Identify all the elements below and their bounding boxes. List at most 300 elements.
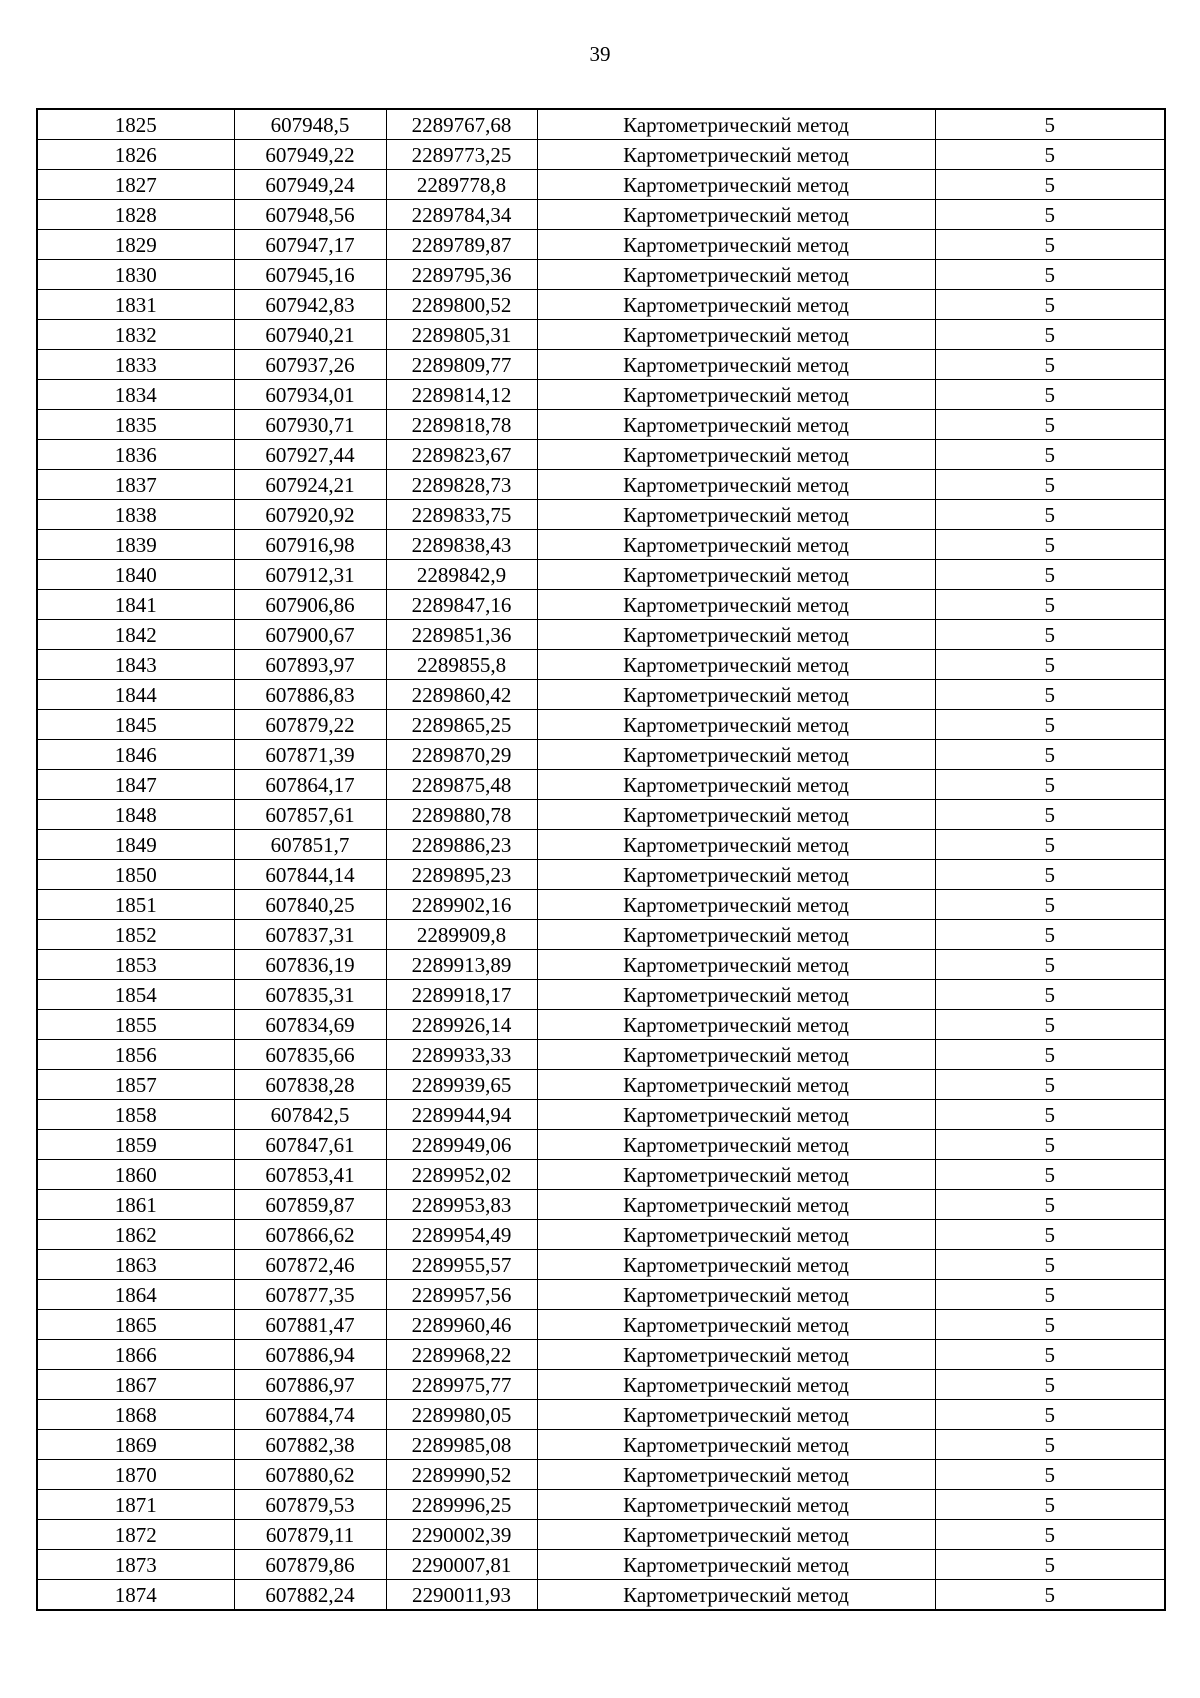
accuracy-cell: 5: [935, 1190, 1165, 1220]
y-coordinate-cell: 2289809,77: [386, 350, 537, 380]
x-coordinate-cell: 607879,53: [234, 1490, 386, 1520]
method-cell: Картометрический метод: [537, 890, 935, 920]
y-coordinate-cell: 2290011,93: [386, 1580, 537, 1611]
y-coordinate-cell: 2289833,75: [386, 500, 537, 530]
method-cell: Картометрический метод: [537, 920, 935, 950]
table-row: [37, 1190, 1165, 1220]
point-number-cell: 1841: [37, 590, 234, 620]
y-coordinate-cell: 2290002,39: [386, 1520, 537, 1550]
x-coordinate-cell: 607916,98: [234, 530, 386, 560]
point-number-cell: 1835: [37, 410, 234, 440]
method-cell: Картометрический метод: [537, 1310, 935, 1340]
accuracy-cell: 5: [935, 770, 1165, 800]
point-number-cell: 1840: [37, 560, 234, 590]
x-coordinate-cell: 607836,19: [234, 950, 386, 980]
x-coordinate-cell: 607835,31: [234, 980, 386, 1010]
x-coordinate-cell: 607940,21: [234, 320, 386, 350]
table-row: [37, 530, 1165, 560]
x-coordinate-cell: 607842,5: [234, 1100, 386, 1130]
accuracy-cell: 5: [935, 1430, 1165, 1460]
accuracy-cell: 5: [935, 710, 1165, 740]
y-coordinate-cell: 2289895,23: [386, 860, 537, 890]
point-number-cell: 1863: [37, 1250, 234, 1280]
point-number-cell: 1833: [37, 350, 234, 380]
point-number-cell: 1837: [37, 470, 234, 500]
point-number-cell: 1842: [37, 620, 234, 650]
x-coordinate-cell: 607834,69: [234, 1010, 386, 1040]
accuracy-cell: 5: [935, 800, 1165, 830]
x-coordinate-cell: 607948,5: [234, 109, 386, 140]
method-cell: Картометрический метод: [537, 830, 935, 860]
table-row: [37, 1430, 1165, 1460]
point-number-cell: 1861: [37, 1190, 234, 1220]
y-coordinate-cell: 2289875,48: [386, 770, 537, 800]
x-coordinate-cell: 607934,01: [234, 380, 386, 410]
x-coordinate-cell: 607871,39: [234, 740, 386, 770]
method-cell: Картометрический метод: [537, 140, 935, 170]
page-number: 39: [589, 42, 611, 66]
accuracy-cell: 5: [935, 500, 1165, 530]
method-cell: Картометрический метод: [537, 860, 935, 890]
y-coordinate-cell: 2289870,29: [386, 740, 537, 770]
table-row: [37, 1070, 1165, 1100]
y-coordinate-cell: 2289968,22: [386, 1340, 537, 1370]
method-cell: Картометрический метод: [537, 770, 935, 800]
x-coordinate-cell: 607945,16: [234, 260, 386, 290]
method-cell: Картометрический метод: [537, 590, 935, 620]
point-number-cell: 1871: [37, 1490, 234, 1520]
table-row: [37, 1010, 1165, 1040]
accuracy-cell: 5: [935, 860, 1165, 890]
point-number-cell: 1857: [37, 1070, 234, 1100]
x-coordinate-cell: 607847,61: [234, 1130, 386, 1160]
accuracy-cell: 5: [935, 290, 1165, 320]
y-coordinate-cell: 2289949,06: [386, 1130, 537, 1160]
x-coordinate-cell: 607844,14: [234, 860, 386, 890]
y-coordinate-cell: 2289828,73: [386, 470, 537, 500]
y-coordinate-cell: 2289990,52: [386, 1460, 537, 1490]
method-cell: Картометрический метод: [537, 500, 935, 530]
table-row: [37, 590, 1165, 620]
x-coordinate-cell: 607879,11: [234, 1520, 386, 1550]
accuracy-cell: 5: [935, 1010, 1165, 1040]
coordinates-table-body: [37, 109, 1165, 1610]
method-cell: Картометрический метод: [537, 650, 935, 680]
accuracy-cell: 5: [935, 109, 1165, 140]
x-coordinate-cell: 607947,17: [234, 230, 386, 260]
method-cell: Картометрический метод: [537, 1100, 935, 1130]
method-cell: Картометрический метод: [537, 470, 935, 500]
method-cell: Картометрический метод: [537, 710, 935, 740]
y-coordinate-cell: 2289926,14: [386, 1010, 537, 1040]
y-coordinate-cell: 2289767,68: [386, 109, 537, 140]
table-row: [37, 410, 1165, 440]
table-row: [37, 140, 1165, 170]
table-row: [37, 1370, 1165, 1400]
y-coordinate-cell: 2289814,12: [386, 380, 537, 410]
point-number-cell: 1829: [37, 230, 234, 260]
x-coordinate-cell: 607864,17: [234, 770, 386, 800]
method-cell: Картометрический метод: [537, 560, 935, 590]
accuracy-cell: 5: [935, 590, 1165, 620]
table-row: [37, 1490, 1165, 1520]
x-coordinate-cell: 607924,21: [234, 470, 386, 500]
accuracy-cell: 5: [935, 200, 1165, 230]
accuracy-cell: 5: [935, 1520, 1165, 1550]
point-number-cell: 1873: [37, 1550, 234, 1580]
y-coordinate-cell: 2289860,42: [386, 680, 537, 710]
x-coordinate-cell: 607872,46: [234, 1250, 386, 1280]
method-cell: Картометрический метод: [537, 290, 935, 320]
accuracy-cell: 5: [935, 1490, 1165, 1520]
y-coordinate-cell: 2289838,43: [386, 530, 537, 560]
method-cell: Картометрический метод: [537, 1580, 935, 1611]
x-coordinate-cell: 607838,28: [234, 1070, 386, 1100]
table-row: [37, 500, 1165, 530]
y-coordinate-cell: 2289960,46: [386, 1310, 537, 1340]
table-row: [37, 1460, 1165, 1490]
y-coordinate-cell: 2289918,17: [386, 980, 537, 1010]
y-coordinate-cell: 2289800,52: [386, 290, 537, 320]
point-number-cell: 1862: [37, 1220, 234, 1250]
point-number-cell: 1855: [37, 1010, 234, 1040]
x-coordinate-cell: 607840,25: [234, 890, 386, 920]
table-row: [37, 890, 1165, 920]
y-coordinate-cell: 2289842,9: [386, 560, 537, 590]
accuracy-cell: 5: [935, 470, 1165, 500]
point-number-cell: 1869: [37, 1430, 234, 1460]
accuracy-cell: 5: [935, 350, 1165, 380]
y-coordinate-cell: 2289975,77: [386, 1370, 537, 1400]
table-row: [37, 920, 1165, 950]
y-coordinate-cell: 2290007,81: [386, 1550, 537, 1580]
method-cell: Картометрический метод: [537, 620, 935, 650]
y-coordinate-cell: 2289939,65: [386, 1070, 537, 1100]
accuracy-cell: 5: [935, 1220, 1165, 1250]
point-number-cell: 1865: [37, 1310, 234, 1340]
x-coordinate-cell: 607857,61: [234, 800, 386, 830]
accuracy-cell: 5: [935, 1580, 1165, 1611]
point-number-cell: 1868: [37, 1400, 234, 1430]
table-row: [37, 560, 1165, 590]
accuracy-cell: 5: [935, 1100, 1165, 1130]
x-coordinate-cell: 607949,22: [234, 140, 386, 170]
table-row: [37, 1550, 1165, 1580]
point-number-cell: 1845: [37, 710, 234, 740]
point-number-cell: 1830: [37, 260, 234, 290]
point-number-cell: 1849: [37, 830, 234, 860]
method-cell: Картометрический метод: [537, 109, 935, 140]
x-coordinate-cell: 607877,35: [234, 1280, 386, 1310]
point-number-cell: 1867: [37, 1370, 234, 1400]
point-number-cell: 1839: [37, 530, 234, 560]
method-cell: Картометрический метод: [537, 260, 935, 290]
x-coordinate-cell: 607937,26: [234, 350, 386, 380]
table-row: [37, 470, 1165, 500]
table-row: [37, 740, 1165, 770]
accuracy-cell: 5: [935, 1310, 1165, 1340]
point-number-cell: 1832: [37, 320, 234, 350]
method-cell: Картометрический метод: [537, 1490, 935, 1520]
accuracy-cell: 5: [935, 560, 1165, 590]
table-row: [37, 710, 1165, 740]
x-coordinate-cell: 607886,97: [234, 1370, 386, 1400]
y-coordinate-cell: 2289880,78: [386, 800, 537, 830]
table-row: [37, 1160, 1165, 1190]
table-row: [37, 770, 1165, 800]
x-coordinate-cell: 607948,56: [234, 200, 386, 230]
accuracy-cell: 5: [935, 1040, 1165, 1070]
point-number-cell: 1847: [37, 770, 234, 800]
method-cell: Картометрический метод: [537, 1010, 935, 1040]
accuracy-cell: 5: [935, 950, 1165, 980]
x-coordinate-cell: 607880,62: [234, 1460, 386, 1490]
method-cell: Картометрический метод: [537, 1460, 935, 1490]
y-coordinate-cell: 2289985,08: [386, 1430, 537, 1460]
point-number-cell: 1856: [37, 1040, 234, 1070]
point-number-cell: 1851: [37, 890, 234, 920]
method-cell: Картометрический метод: [537, 440, 935, 470]
point-number-cell: 1866: [37, 1340, 234, 1370]
y-coordinate-cell: 2289955,57: [386, 1250, 537, 1280]
accuracy-cell: 5: [935, 140, 1165, 170]
y-coordinate-cell: 2289865,25: [386, 710, 537, 740]
method-cell: Картометрический метод: [537, 680, 935, 710]
y-coordinate-cell: 2289913,89: [386, 950, 537, 980]
x-coordinate-cell: 607886,83: [234, 680, 386, 710]
accuracy-cell: 5: [935, 1400, 1165, 1430]
x-coordinate-cell: 607851,7: [234, 830, 386, 860]
point-number-cell: 1872: [37, 1520, 234, 1550]
x-coordinate-cell: 607942,83: [234, 290, 386, 320]
accuracy-cell: 5: [935, 1130, 1165, 1160]
table-row: [37, 290, 1165, 320]
point-number-cell: 1828: [37, 200, 234, 230]
accuracy-cell: 5: [935, 230, 1165, 260]
method-cell: Картометрический метод: [537, 530, 935, 560]
method-cell: Картометрический метод: [537, 980, 935, 1010]
x-coordinate-cell: 607866,62: [234, 1220, 386, 1250]
point-number-cell: 1844: [37, 680, 234, 710]
x-coordinate-cell: 607912,31: [234, 560, 386, 590]
method-cell: Картометрический метод: [537, 200, 935, 230]
table-row: [37, 1340, 1165, 1370]
table-row: [37, 170, 1165, 200]
method-cell: Картометрический метод: [537, 1520, 935, 1550]
y-coordinate-cell: 2289886,23: [386, 830, 537, 860]
table-row: [37, 950, 1165, 980]
method-cell: Картометрический метод: [537, 950, 935, 980]
method-cell: Картометрический метод: [537, 170, 935, 200]
point-number-cell: 1843: [37, 650, 234, 680]
method-cell: Картометрический метод: [537, 350, 935, 380]
accuracy-cell: 5: [935, 740, 1165, 770]
table-row: [37, 800, 1165, 830]
y-coordinate-cell: 2289795,36: [386, 260, 537, 290]
point-number-cell: 1853: [37, 950, 234, 980]
accuracy-cell: 5: [935, 260, 1165, 290]
y-coordinate-cell: 2289980,05: [386, 1400, 537, 1430]
accuracy-cell: 5: [935, 170, 1165, 200]
x-coordinate-cell: 607882,24: [234, 1580, 386, 1611]
method-cell: Картометрический метод: [537, 1040, 935, 1070]
table-row: [37, 680, 1165, 710]
method-cell: Картометрический метод: [537, 740, 935, 770]
accuracy-cell: 5: [935, 920, 1165, 950]
accuracy-cell: 5: [935, 1340, 1165, 1370]
x-coordinate-cell: 607879,22: [234, 710, 386, 740]
method-cell: Картометрический метод: [537, 1340, 935, 1370]
method-cell: Картометрический метод: [537, 1130, 935, 1160]
method-cell: Картометрический метод: [537, 1550, 935, 1580]
point-number-cell: 1850: [37, 860, 234, 890]
method-cell: Картометрический метод: [537, 1430, 935, 1460]
x-coordinate-cell: 607881,47: [234, 1310, 386, 1340]
y-coordinate-cell: 2289902,16: [386, 890, 537, 920]
y-coordinate-cell: 2289944,94: [386, 1100, 537, 1130]
accuracy-cell: 5: [935, 380, 1165, 410]
y-coordinate-cell: 2289909,8: [386, 920, 537, 950]
accuracy-cell: 5: [935, 1550, 1165, 1580]
point-number-cell: 1870: [37, 1460, 234, 1490]
table-row: [37, 320, 1165, 350]
table-row: [37, 1250, 1165, 1280]
table-row: [37, 1040, 1165, 1070]
accuracy-cell: 5: [935, 890, 1165, 920]
x-coordinate-cell: 607882,38: [234, 1430, 386, 1460]
table-row: [37, 830, 1165, 860]
accuracy-cell: 5: [935, 320, 1165, 350]
table-row: [37, 1130, 1165, 1160]
point-number-cell: 1826: [37, 140, 234, 170]
y-coordinate-cell: 2289954,49: [386, 1220, 537, 1250]
method-cell: Картометрический метод: [537, 1190, 935, 1220]
table-row: [37, 350, 1165, 380]
x-coordinate-cell: 607859,87: [234, 1190, 386, 1220]
table-row: [37, 1580, 1165, 1611]
x-coordinate-cell: 607837,31: [234, 920, 386, 950]
table-row: [37, 860, 1165, 890]
method-cell: Картометрический метод: [537, 1250, 935, 1280]
accuracy-cell: 5: [935, 1250, 1165, 1280]
point-number-cell: 1836: [37, 440, 234, 470]
accuracy-cell: 5: [935, 1370, 1165, 1400]
accuracy-cell: 5: [935, 650, 1165, 680]
table-row: [37, 620, 1165, 650]
method-cell: Картометрический метод: [537, 1280, 935, 1310]
method-cell: Картометрический метод: [537, 1370, 935, 1400]
point-number-cell: 1838: [37, 500, 234, 530]
table-row: [37, 230, 1165, 260]
method-cell: Картометрический метод: [537, 1220, 935, 1250]
table-row: [37, 1400, 1165, 1430]
method-cell: Картометрический метод: [537, 800, 935, 830]
accuracy-cell: 5: [935, 830, 1165, 860]
table-row: [37, 260, 1165, 290]
x-coordinate-cell: 607879,86: [234, 1550, 386, 1580]
accuracy-cell: 5: [935, 980, 1165, 1010]
table-row: [37, 1520, 1165, 1550]
x-coordinate-cell: 607949,24: [234, 170, 386, 200]
point-number-cell: 1831: [37, 290, 234, 320]
accuracy-cell: 5: [935, 1280, 1165, 1310]
accuracy-cell: 5: [935, 1160, 1165, 1190]
accuracy-cell: 5: [935, 620, 1165, 650]
y-coordinate-cell: 2289773,25: [386, 140, 537, 170]
method-cell: Картометрический метод: [537, 1070, 935, 1100]
table-row: [37, 1100, 1165, 1130]
accuracy-cell: 5: [935, 1460, 1165, 1490]
point-number-cell: 1858: [37, 1100, 234, 1130]
point-number-cell: 1827: [37, 170, 234, 200]
y-coordinate-cell: 2289933,33: [386, 1040, 537, 1070]
x-coordinate-cell: 607900,67: [234, 620, 386, 650]
point-number-cell: 1864: [37, 1280, 234, 1310]
table-row: [37, 1280, 1165, 1310]
y-coordinate-cell: 2289818,78: [386, 410, 537, 440]
y-coordinate-cell: 2289784,34: [386, 200, 537, 230]
x-coordinate-cell: 607893,97: [234, 650, 386, 680]
method-cell: Картометрический метод: [537, 1400, 935, 1430]
table-row: [37, 380, 1165, 410]
y-coordinate-cell: 2289957,56: [386, 1280, 537, 1310]
method-cell: Картометрический метод: [537, 1160, 935, 1190]
y-coordinate-cell: 2289952,02: [386, 1160, 537, 1190]
y-coordinate-cell: 2289851,36: [386, 620, 537, 650]
accuracy-cell: 5: [935, 410, 1165, 440]
x-coordinate-cell: 607884,74: [234, 1400, 386, 1430]
point-number-cell: 1854: [37, 980, 234, 1010]
point-number-cell: 1825: [37, 109, 234, 140]
method-cell: Картометрический метод: [537, 380, 935, 410]
coordinates-table: [36, 108, 1166, 1611]
x-coordinate-cell: 607835,66: [234, 1040, 386, 1070]
y-coordinate-cell: 2289953,83: [386, 1190, 537, 1220]
table-row: [37, 440, 1165, 470]
point-number-cell: 1874: [37, 1580, 234, 1611]
y-coordinate-cell: 2289778,8: [386, 170, 537, 200]
x-coordinate-cell: 607906,86: [234, 590, 386, 620]
x-coordinate-cell: 607927,44: [234, 440, 386, 470]
x-coordinate-cell: 607930,71: [234, 410, 386, 440]
y-coordinate-cell: 2289805,31: [386, 320, 537, 350]
table-row: [37, 650, 1165, 680]
table-row: [37, 1310, 1165, 1340]
method-cell: Картометрический метод: [537, 320, 935, 350]
x-coordinate-cell: 607853,41: [234, 1160, 386, 1190]
accuracy-cell: 5: [935, 440, 1165, 470]
accuracy-cell: 5: [935, 1070, 1165, 1100]
y-coordinate-cell: 2289996,25: [386, 1490, 537, 1520]
point-number-cell: 1848: [37, 800, 234, 830]
y-coordinate-cell: 2289847,16: [386, 590, 537, 620]
accuracy-cell: 5: [935, 680, 1165, 710]
y-coordinate-cell: 2289855,8: [386, 650, 537, 680]
table-row: [37, 1220, 1165, 1250]
table-row: [37, 109, 1165, 140]
table-row: [37, 200, 1165, 230]
point-number-cell: 1860: [37, 1160, 234, 1190]
table-row: [37, 980, 1165, 1010]
accuracy-cell: 5: [935, 530, 1165, 560]
y-coordinate-cell: 2289789,87: [386, 230, 537, 260]
point-number-cell: 1846: [37, 740, 234, 770]
x-coordinate-cell: 607920,92: [234, 500, 386, 530]
point-number-cell: 1834: [37, 380, 234, 410]
x-coordinate-cell: 607886,94: [234, 1340, 386, 1370]
point-number-cell: 1859: [37, 1130, 234, 1160]
y-coordinate-cell: 2289823,67: [386, 440, 537, 470]
